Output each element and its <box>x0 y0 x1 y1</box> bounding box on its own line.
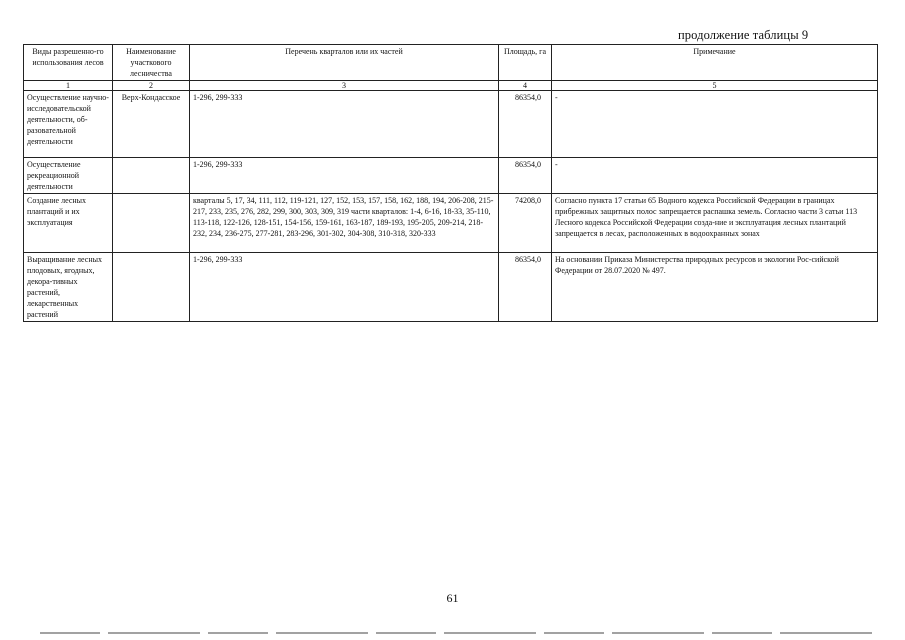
column-number: 3 <box>190 81 499 91</box>
area-cell: 86354,0 <box>499 91 552 158</box>
page-number: 61 <box>446 591 459 605</box>
header-area: Площадь, га <box>499 45 552 81</box>
scan-edge-line <box>40 632 880 634</box>
column-number: 4 <box>499 81 552 91</box>
table-row <box>24 158 878 194</box>
area-cell: 86354,0 <box>499 158 552 194</box>
use-type-cell: Осуществление научно-исследовательской деятельности, об-разовательной деятельности <box>24 91 113 158</box>
quarters-cell: 1-296, 299-333 <box>190 91 499 158</box>
use-type-cell: Выращивание лесных плодовых, ягодных, декора-тивных растений, лекарственных растений <box>24 253 113 322</box>
quarters-cell: 1-296, 299-333 <box>190 158 499 194</box>
forest-use-table <box>23 44 878 322</box>
forestry-cell: Верх-Кондасское <box>113 91 190 158</box>
table-row <box>24 194 878 253</box>
note-cell: - <box>552 91 878 158</box>
note-cell: - <box>552 158 878 194</box>
forestry-cell <box>113 253 190 322</box>
header-note: Примечание <box>552 45 878 81</box>
header-forestry: Наименование участкового лесничества <box>113 45 190 81</box>
quarters-cell: 1-296, 299-333 <box>190 253 499 322</box>
column-number-row <box>24 81 878 91</box>
header-quarters: Перечень кварталов или их частей <box>190 45 499 81</box>
header-row <box>24 45 878 81</box>
note-cell: Согласно пункта 17 статьи 65 Водного кодекса Российской Федерации в границах прибрежных защитных полос запрещается распашка земель. Согласно части 3 сатьи 113 Лесного кодекса Российской Федерации созда-ние и эксплуатация лесных плантаций запрещается в лесах, расположенных в водоохранных зонах <box>552 194 878 253</box>
note-cell: На основании Приказа Министерства природных ресурсов и экологии Рос-сийской Федерации от 28.07.2020 № 497. <box>552 253 878 322</box>
table-caption: продолжение таблицы 9 <box>678 28 809 42</box>
table-row <box>24 253 878 322</box>
use-type-cell: Осуществление рекреационной деятельности <box>24 158 113 194</box>
column-number: 5 <box>552 81 878 91</box>
column-number: 2 <box>113 81 190 91</box>
table-row <box>24 91 878 158</box>
quarters-cell: кварталы 5, 17, 34, 111, 112, 119-121, 127, 152, 153, 157, 158, 162, 188, 194, 206-208, 215-217, 233, 235, 276, 282, 299, 300, 303, 309, 319 части кварталов: 1-4, 6-16, 18-33, 35-110, 113-118, 122-126, 128-151, 154-156, 159-161, 163-187, 189-193, 195-205, 209-214, 218-232, 234, 236-275, 277-281, 283-296, 301-302, 304-308, 310-318, 320-333 <box>190 194 499 253</box>
column-number: 1 <box>24 81 113 91</box>
area-cell: 86354,0 <box>499 253 552 322</box>
forestry-cell <box>113 194 190 253</box>
header-use-type: Виды разрешенно-го использования лесов <box>24 45 113 81</box>
area-cell: 74208,0 <box>499 194 552 253</box>
use-type-cell: Создание лесных плантаций и их эксплуатация <box>24 194 113 253</box>
forestry-cell <box>113 158 190 194</box>
